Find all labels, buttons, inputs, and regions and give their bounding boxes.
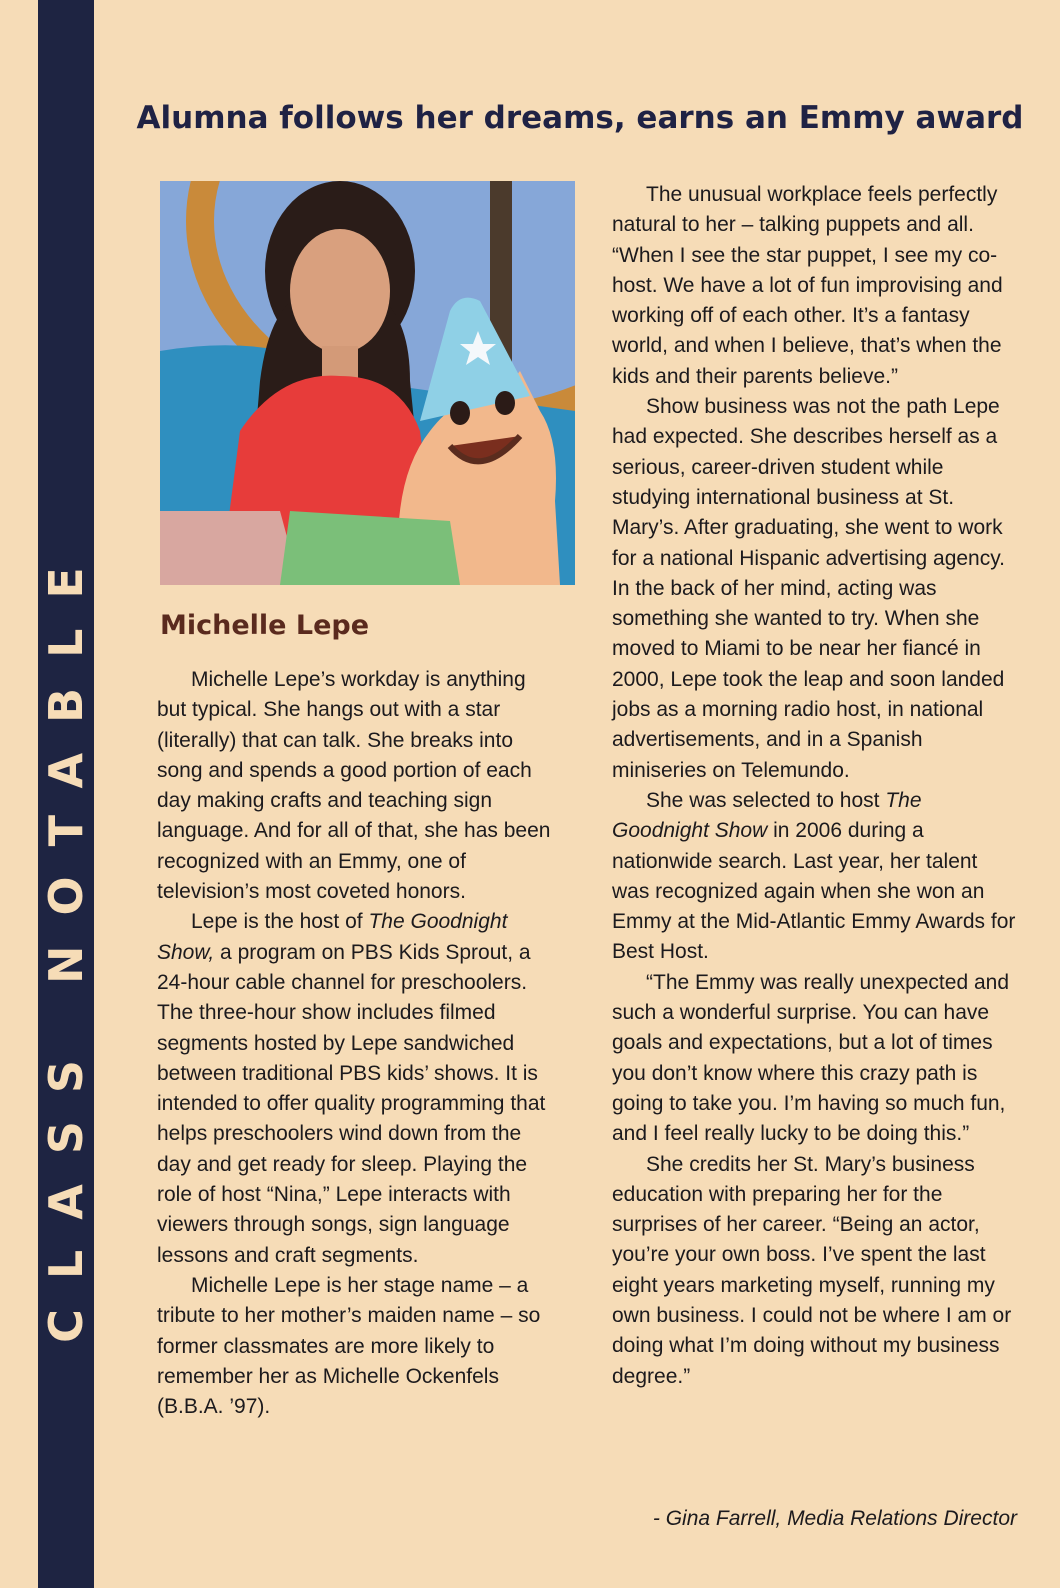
right-column — [612, 180, 1017, 1392]
paragraph-1: Michelle Lepe’s workday is anything but typical. She hangs out with a star (literally) that can talk. She breaks into song and spends a good portion of each day making crafts and teaching sign language. And for all of that, she has been recognized with an Emmy, one of television’s most coveted honors. — [157, 668, 551, 904]
paragraph-7: “The Emmy was really unexpected and such a wonderful surprise. You can have goals and expectations, but a lot of times you don’t know where this crazy path is going to take you. I’m having so much fun, and I feel really lucky to be doing this.” — [612, 970, 1009, 1146]
paragraph-6: She was selected to host The Goodnight Show in 2006 during a nationwide search. Last year, her talent was recognized again when she won an Emmy at the Mid-Atlantic Emmy Awards for Best Host. — [612, 788, 1016, 964]
attribution: - Gina Farrell, Media Relations Director — [652, 1507, 1017, 1530]
paragraph-2: Lepe is the host of The Goodnight Show, a program on PBS Kids Sprout, a 24-hour cable channel for preschoolers. The three-hour show includes filmed segments hosted by Lepe sandwiched between traditional PBS kids’ shows. It is intended to offer quality programming that helps preschoolers wind down from the day and get ready for sleep. Playing the role of host “Nina,” Lepe interacts with viewers through songs, sign language lessons and craft segments. — [157, 910, 546, 1267]
show-title: The Goodnight Show — [612, 788, 922, 843]
paragraph-5: Show business was not the path Lepe had expected. She describes herself as a serious, career-driven student while studying international business at St. Mary’s. After graduating, she went to work for a national Hispanic advertising agency. In the back of her mind, acting was something she wanted to try. When she moved to Miami to be near her fiancé in 2000, Lepe took the leap and soon landed jobs as a morning radio host, in national advertisements, and in a Spanish miniseries on Telemundo. — [612, 395, 1006, 782]
show-title: The Goodnight Show, — [157, 910, 508, 964]
photo-caption: Michelle Lepe — [160, 610, 370, 641]
left-column — [157, 665, 557, 1422]
section-label: CLASS NOTABLE — [39, 537, 93, 1343]
portrait-illustration — [160, 181, 575, 585]
headline: Alumna follows her dreams, earns an Emmy award — [136, 100, 1024, 136]
paragraph-8: She credits her St. Mary’s business education with preparing her for the surprises of her career. “Being an actor, you’re your own boss. I’ve spent the last eight years marketing myself, running my own business. I could not be where I am or doing what I’m doing without my business degree.” — [612, 1152, 1012, 1388]
paragraph-4: The unusual workplace feels perfectly natural to her – talking puppets and all. “When I see the star puppet, I see my co-host. We have a lot of fun improvising and working off of each other. It’s a fantasy world, and when I believe, that’s when the kids and their parents believe.” — [612, 183, 1003, 388]
portrait-photo — [160, 181, 575, 585]
paragraph-3: Michelle Lepe is her stage name – a tribute to her mother’s maiden name – so former classmates are more likely to remember her as Michelle Ockenfels (B.B.A. ’97). — [157, 1273, 541, 1419]
